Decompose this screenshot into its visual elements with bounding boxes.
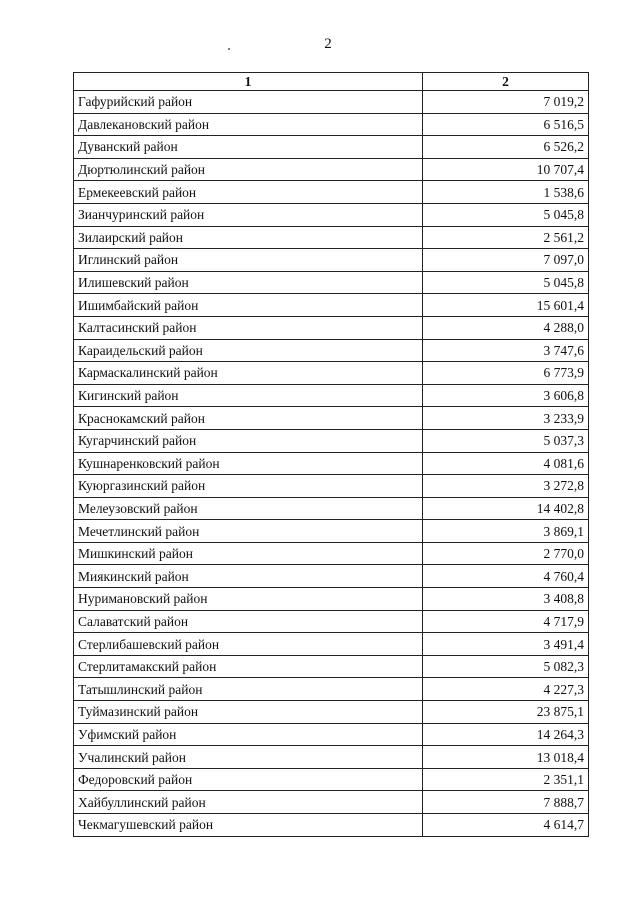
table-row [74,407,589,430]
table-row [74,226,589,249]
amount-cell: 6 773,9 [423,362,589,385]
district-name-cell: Иглинский район [74,249,423,272]
district-name-cell: Кушнаренковский район [74,452,423,475]
district-name-cell: Татышлинский район [74,678,423,701]
amount-cell: 3 869,1 [423,520,589,543]
table-row [74,814,589,837]
district-name-cell: Дуванский район [74,136,423,159]
district-name-cell: Гафурийский район [74,91,423,114]
district-name-cell: Туймазинский район [74,701,423,724]
district-name-cell: Мишкинский район [74,542,423,565]
table-row [74,294,589,317]
table-row [74,113,589,136]
amount-cell: 13 018,4 [423,746,589,769]
amount-cell: 3 233,9 [423,407,589,430]
table-row [74,452,589,475]
district-name-cell: Мечетлинский район [74,520,423,543]
table-row [74,181,589,204]
amount-cell: 1 538,6 [423,181,589,204]
district-name-cell: Кармаскалинский район [74,362,423,385]
district-name-cell: Дюртюлинский район [74,158,423,181]
amount-cell: 3 408,8 [423,588,589,611]
district-name-cell: Мелеузовский район [74,497,423,520]
table-row [74,497,589,520]
amount-cell: 14 402,8 [423,497,589,520]
column-header-2: 2 [423,73,589,91]
table-row [74,339,589,362]
amount-cell: 6 516,5 [423,113,589,136]
district-name-cell: Хайбуллинский район [74,791,423,814]
district-name-cell: Нуримановский район [74,588,423,611]
amount-cell: 3 272,8 [423,475,589,498]
district-name-cell: Караидельский район [74,339,423,362]
district-name-cell: Куюргазинский район [74,475,423,498]
amount-cell: 2 351,1 [423,768,589,791]
district-name-cell: Зианчуринский район [74,203,423,226]
table-row [74,565,589,588]
table-row [74,723,589,746]
district-name-cell: Салаватский район [74,610,423,633]
amount-cell: 5 082,3 [423,655,589,678]
district-name-cell: Стерлибашевский район [74,633,423,656]
amount-cell: 23 875,1 [423,701,589,724]
table-row [74,701,589,724]
district-name-cell: Федоровский район [74,768,423,791]
amount-cell: 2 561,2 [423,226,589,249]
amount-cell: 5 045,8 [423,271,589,294]
amount-cell: 6 526,2 [423,136,589,159]
table-row [74,520,589,543]
table-row [74,678,589,701]
amount-cell: 4 614,7 [423,814,589,837]
table-row [74,475,589,498]
district-name-cell: Краснокамский район [74,407,423,430]
table-row [74,271,589,294]
district-name-cell: Илишевский район [74,271,423,294]
table-row [74,633,589,656]
scan-speck [228,48,230,50]
amount-cell: 5 037,3 [423,429,589,452]
table-row [74,791,589,814]
district-name-cell: Зилаирский район [74,226,423,249]
table-row [74,158,589,181]
district-name-cell: Уфимский район [74,723,423,746]
amount-cell: 7 019,2 [423,91,589,114]
table-row [74,610,589,633]
table-row [74,249,589,272]
district-name-cell: Стерлитамакский район [74,655,423,678]
table-row [74,91,589,114]
amount-cell: 4 288,0 [423,316,589,339]
table-header-row [74,73,589,91]
column-header-1: 1 [74,73,423,91]
amount-cell: 4 760,4 [423,565,589,588]
amount-cell: 15 601,4 [423,294,589,317]
district-name-cell: Кигинский район [74,384,423,407]
district-name-cell: Ишимбайский район [74,294,423,317]
amount-cell: 7 097,0 [423,249,589,272]
amount-cell: 7 888,7 [423,791,589,814]
district-name-cell: Калтасинский район [74,316,423,339]
table-row [74,316,589,339]
district-table [73,72,589,837]
district-name-cell: Кугарчинский район [74,429,423,452]
table-row [74,746,589,769]
district-name-cell: Ермекеевский район [74,181,423,204]
amount-cell: 2 770,0 [423,542,589,565]
amount-cell: 4 227,3 [423,678,589,701]
district-name-cell: Учалинский район [74,746,423,769]
table-row [74,203,589,226]
table-row [74,542,589,565]
table-row [74,136,589,159]
table-row [74,384,589,407]
table-body [74,91,589,837]
district-name-cell: Чекмагушевский район [74,814,423,837]
table-row [74,655,589,678]
page-number: 2 [324,36,332,52]
table-row [74,429,589,452]
amount-cell: 3 606,8 [423,384,589,407]
table-row [74,768,589,791]
table-row [74,362,589,385]
amount-cell: 14 264,3 [423,723,589,746]
amount-cell: 4 081,6 [423,452,589,475]
amount-cell: 5 045,8 [423,203,589,226]
amount-cell: 4 717,9 [423,610,589,633]
district-name-cell: Миякинский район [74,565,423,588]
district-name-cell: Давлекановский район [74,113,423,136]
amount-cell: 3 491,4 [423,633,589,656]
amount-cell: 3 747,6 [423,339,589,362]
amount-cell: 10 707,4 [423,158,589,181]
table-row [74,588,589,611]
